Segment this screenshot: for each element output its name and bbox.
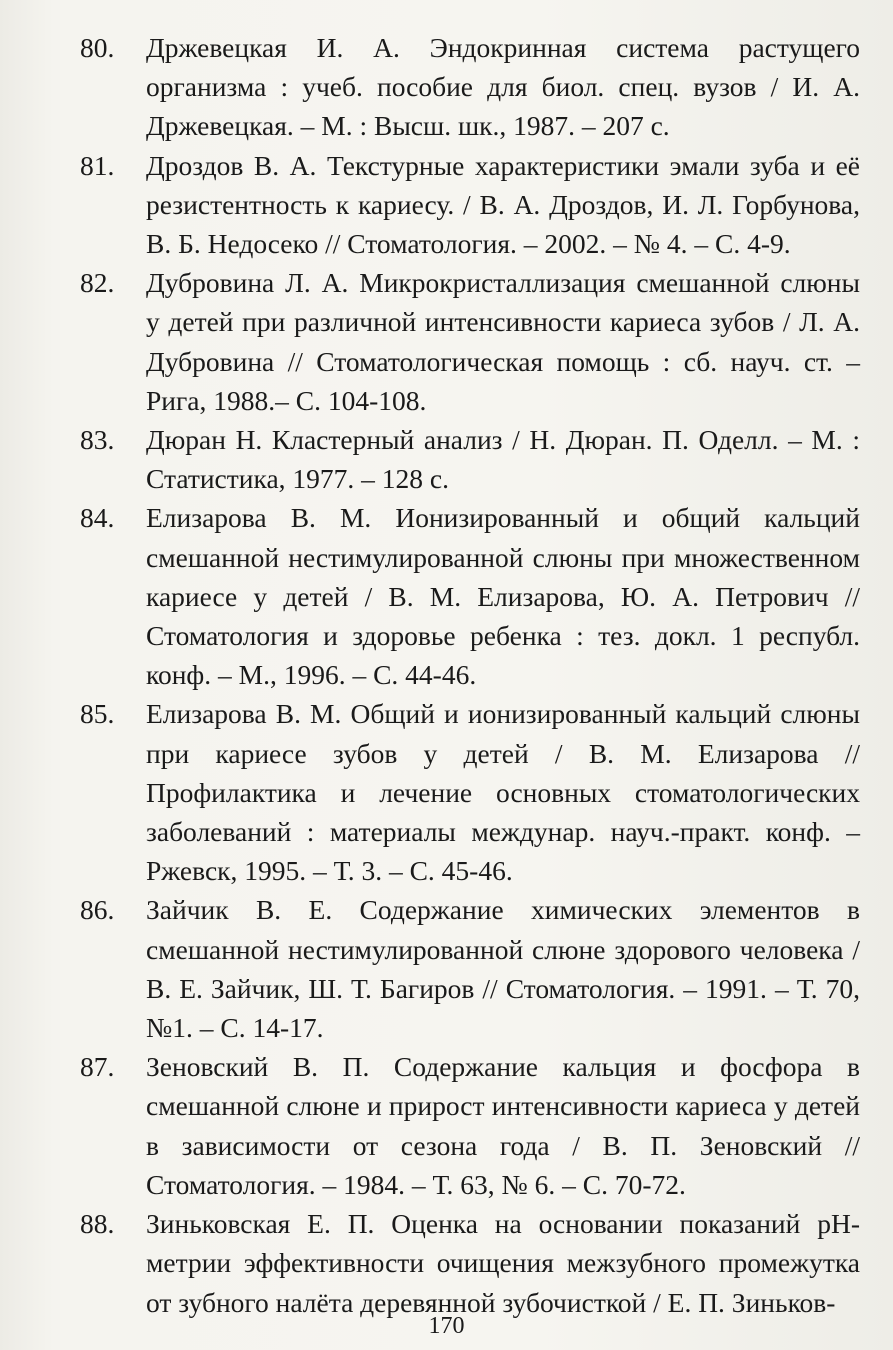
reference-number: 80.: [80, 32, 115, 63]
reference-list: [80, 28, 860, 1322]
page-number: 170: [428, 1313, 465, 1339]
reference-number: 83.: [80, 424, 115, 456]
reference-number: 81.: [80, 149, 115, 181]
reference-item: [80, 263, 860, 420]
reference-item: [80, 498, 860, 694]
reference-item: [80, 28, 860, 146]
reference-text: Зайчик В. Е. Содержание химических элементов в смешанной нестимулированной слюне здорового человека / В. Е. Зайчик, Ш. Т. Багиров // Стоматология. – 1991. – Т. 70, №1. – С. 14-17.: [146, 894, 860, 1044]
reference-text: Дюран Н. Кластерный анализ / Н. Дюран. П. Оделл. – М. : Статистика, 1977. – 128 с.: [146, 424, 860, 495]
reference-item: [80, 694, 860, 890]
reference-number: 88.: [80, 1208, 115, 1240]
reference-item: [80, 890, 860, 1047]
reference-text: Елизарова В. М. Ионизированный и общий кальций смешанной нестимулированной слюны при множественном кариесе у детей / В. М. Елизарова, Ю. А. Петрович // Стоматология и здоровье ребенка : тез. докл. 1 республ. конф. – М., 1996. – С. 44-46.: [146, 502, 860, 691]
reference-text: Зиньковская Е. П. Оценка на основании показаний рН-метрии эффективности очищения межзубного промежутка от зубного налёта деревянной зубочисткой / Е. П. Зиньков-: [146, 1208, 860, 1318]
reference-text: Зеновский В. П. Содержание кальция и фосфора в смешанной слюне и прирост интенсивности кариеса у детей в зависимости от сезона года / В. П. Зеновский // Стоматология. – 1984. – Т. 63, № 6. – С. 70-72.: [146, 1051, 860, 1200]
reference-text: Елизарова В. М. Общий и ионизированный кальций слюны при кариесе зубов у детей / В. М. Елизарова // Профилактика и лечение основных стоматологических заболеваний : материалы междунар. науч.-практ. конф. – Ржевск, 1995. – Т. 3. – С. 45-46.: [146, 698, 860, 887]
reference-text: Дроздов В. А. Текстурные характеристики эмали зуба и её резистентность к кариесу. / В. А. Дроздов, И. Л. Горбунова, В. Б. Недосеко // Стоматология. – 2002. – № 4. – С. 4-9.: [146, 149, 860, 260]
reference-number: 86.: [80, 894, 115, 926]
reference-item: [80, 1204, 860, 1322]
reference-item: [80, 1047, 860, 1204]
reference-number: 87.: [80, 1051, 115, 1083]
reference-item: [80, 420, 860, 498]
reference-number: 84.: [80, 502, 115, 534]
reference-text: Држевецкая И. А. Эндокринная система растущего организма : учеб. пособие для биол. спец. вузов / И. А. Држевецкая. – М. : Высш. шк., 1987. – 207 с.: [146, 32, 860, 142]
reference-item: [80, 146, 860, 264]
reference-number: 85.: [80, 698, 115, 730]
reference-number: 82.: [80, 267, 115, 299]
reference-text: Дубровина Л. А. Микрокристаллизация смешанной слюны у детей при различной интенсивности кариеса зубов / Л. А. Дубровина // Стоматологическая помощь : сб. науч. ст. – Рига, 1988.– С. 104-108.: [146, 267, 860, 416]
